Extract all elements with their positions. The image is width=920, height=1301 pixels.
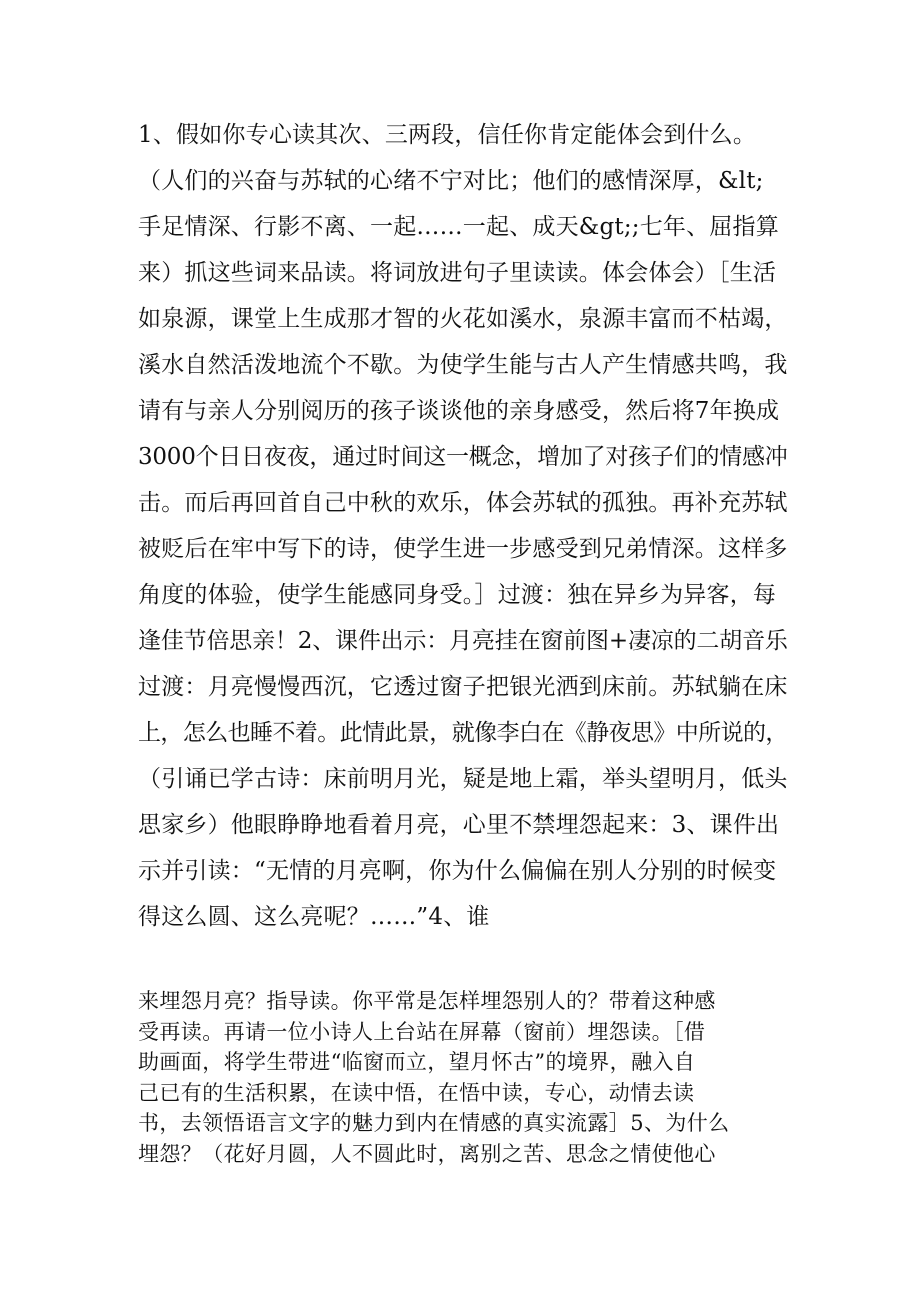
text-line: 被贬后在牢中写下的诗，使学生进一步感受到兄弟情深。这样多 — [138, 536, 788, 562]
text-line: 来埋怨月亮？指导读。你平常是怎样埋怨别人的？带着这种感 — [138, 989, 716, 1013]
text-line: 思家乡）他眼睁睁地看着月亮，心里不禁埋怨起来：3、课件出 — [138, 812, 780, 838]
text-line: 助画面，将学生带进“临窗而立，望月怀古”的境界，融入自 — [138, 1050, 696, 1074]
text-line: 得这么圆、这么亮呢？……”4、谁 — [138, 904, 490, 930]
text-line: 示并引读：“无情的月亮啊，你为什么偏偏在别人分别的时候变 — [138, 858, 777, 884]
paragraph-block-upper — [138, 112, 788, 940]
text-line: 3000个日日夜夜，通过时间这一概念，增加了对孩子们的情感冲 — [138, 444, 788, 470]
text-line: （引诵已学古诗：床前明月光，疑是地上霜，举头望明月，低头 — [138, 766, 788, 792]
text-line: 请有与亲人分别阅历的孩子谈谈他的亲身感受，然后将7年换成 — [138, 398, 780, 424]
text-line: 1、假如你专心读其次、三两段，信任你肯定能体会到什么。 — [138, 122, 757, 148]
text-line: 上，怎么也睡不着。此情此景，就像李白在《静夜思》中所说的， — [138, 720, 788, 746]
text-line: 逢佳节倍思亲！2、课件出示：月亮挂在窗前图+凄凉的二胡音乐 — [138, 628, 788, 654]
text-line: 击。而后再回首自己中秋的欢乐，体会苏轼的孤独。再补充苏轼 — [138, 490, 788, 516]
text-line: 手足情深、行影不离、一起……一起、成天&gt;;七年、屈指算 — [138, 214, 779, 240]
text-line: 己已有的生活积累，在读中悟，在悟中读，专心，动情去读 — [138, 1080, 695, 1105]
text-line: 埋怨？（花好月圆，人不圆此时，离别之苦、思念之情使他心 — [138, 1141, 716, 1166]
text-line: 溪水自然活泼地流个不歇。为使学生能与古人产生情感共鸣，我 — [138, 352, 788, 378]
paragraph-block-lower — [138, 986, 788, 1169]
text-line: 角度的体验，使学生能感同身受。］过渡：独在异乡为异客，每 — [138, 582, 777, 608]
text-line: 书，去领悟语言文字的魅力到内在情感的真实流露］5、为什么 — [138, 1111, 730, 1135]
text-line: 过渡：月亮慢慢西沉，它透过窗子把银光洒到床前。苏轼躺在床 — [138, 674, 788, 700]
text-line: 如泉源，课堂上生成那才智的火花如溪水，泉源丰富而不枯竭， — [138, 306, 788, 332]
text-line: 受再读。再请一位小诗人上台站在屏幕（窗前）埋怨读。［借 — [138, 1019, 706, 1044]
text-line: 来）抓这些词来品读。将词放进句子里读读。体会体会）［生活 — [138, 260, 777, 286]
text-line: （人们的兴奋与苏轼的心绪不宁对比；他们的感情深厚，&lt; — [138, 168, 764, 194]
